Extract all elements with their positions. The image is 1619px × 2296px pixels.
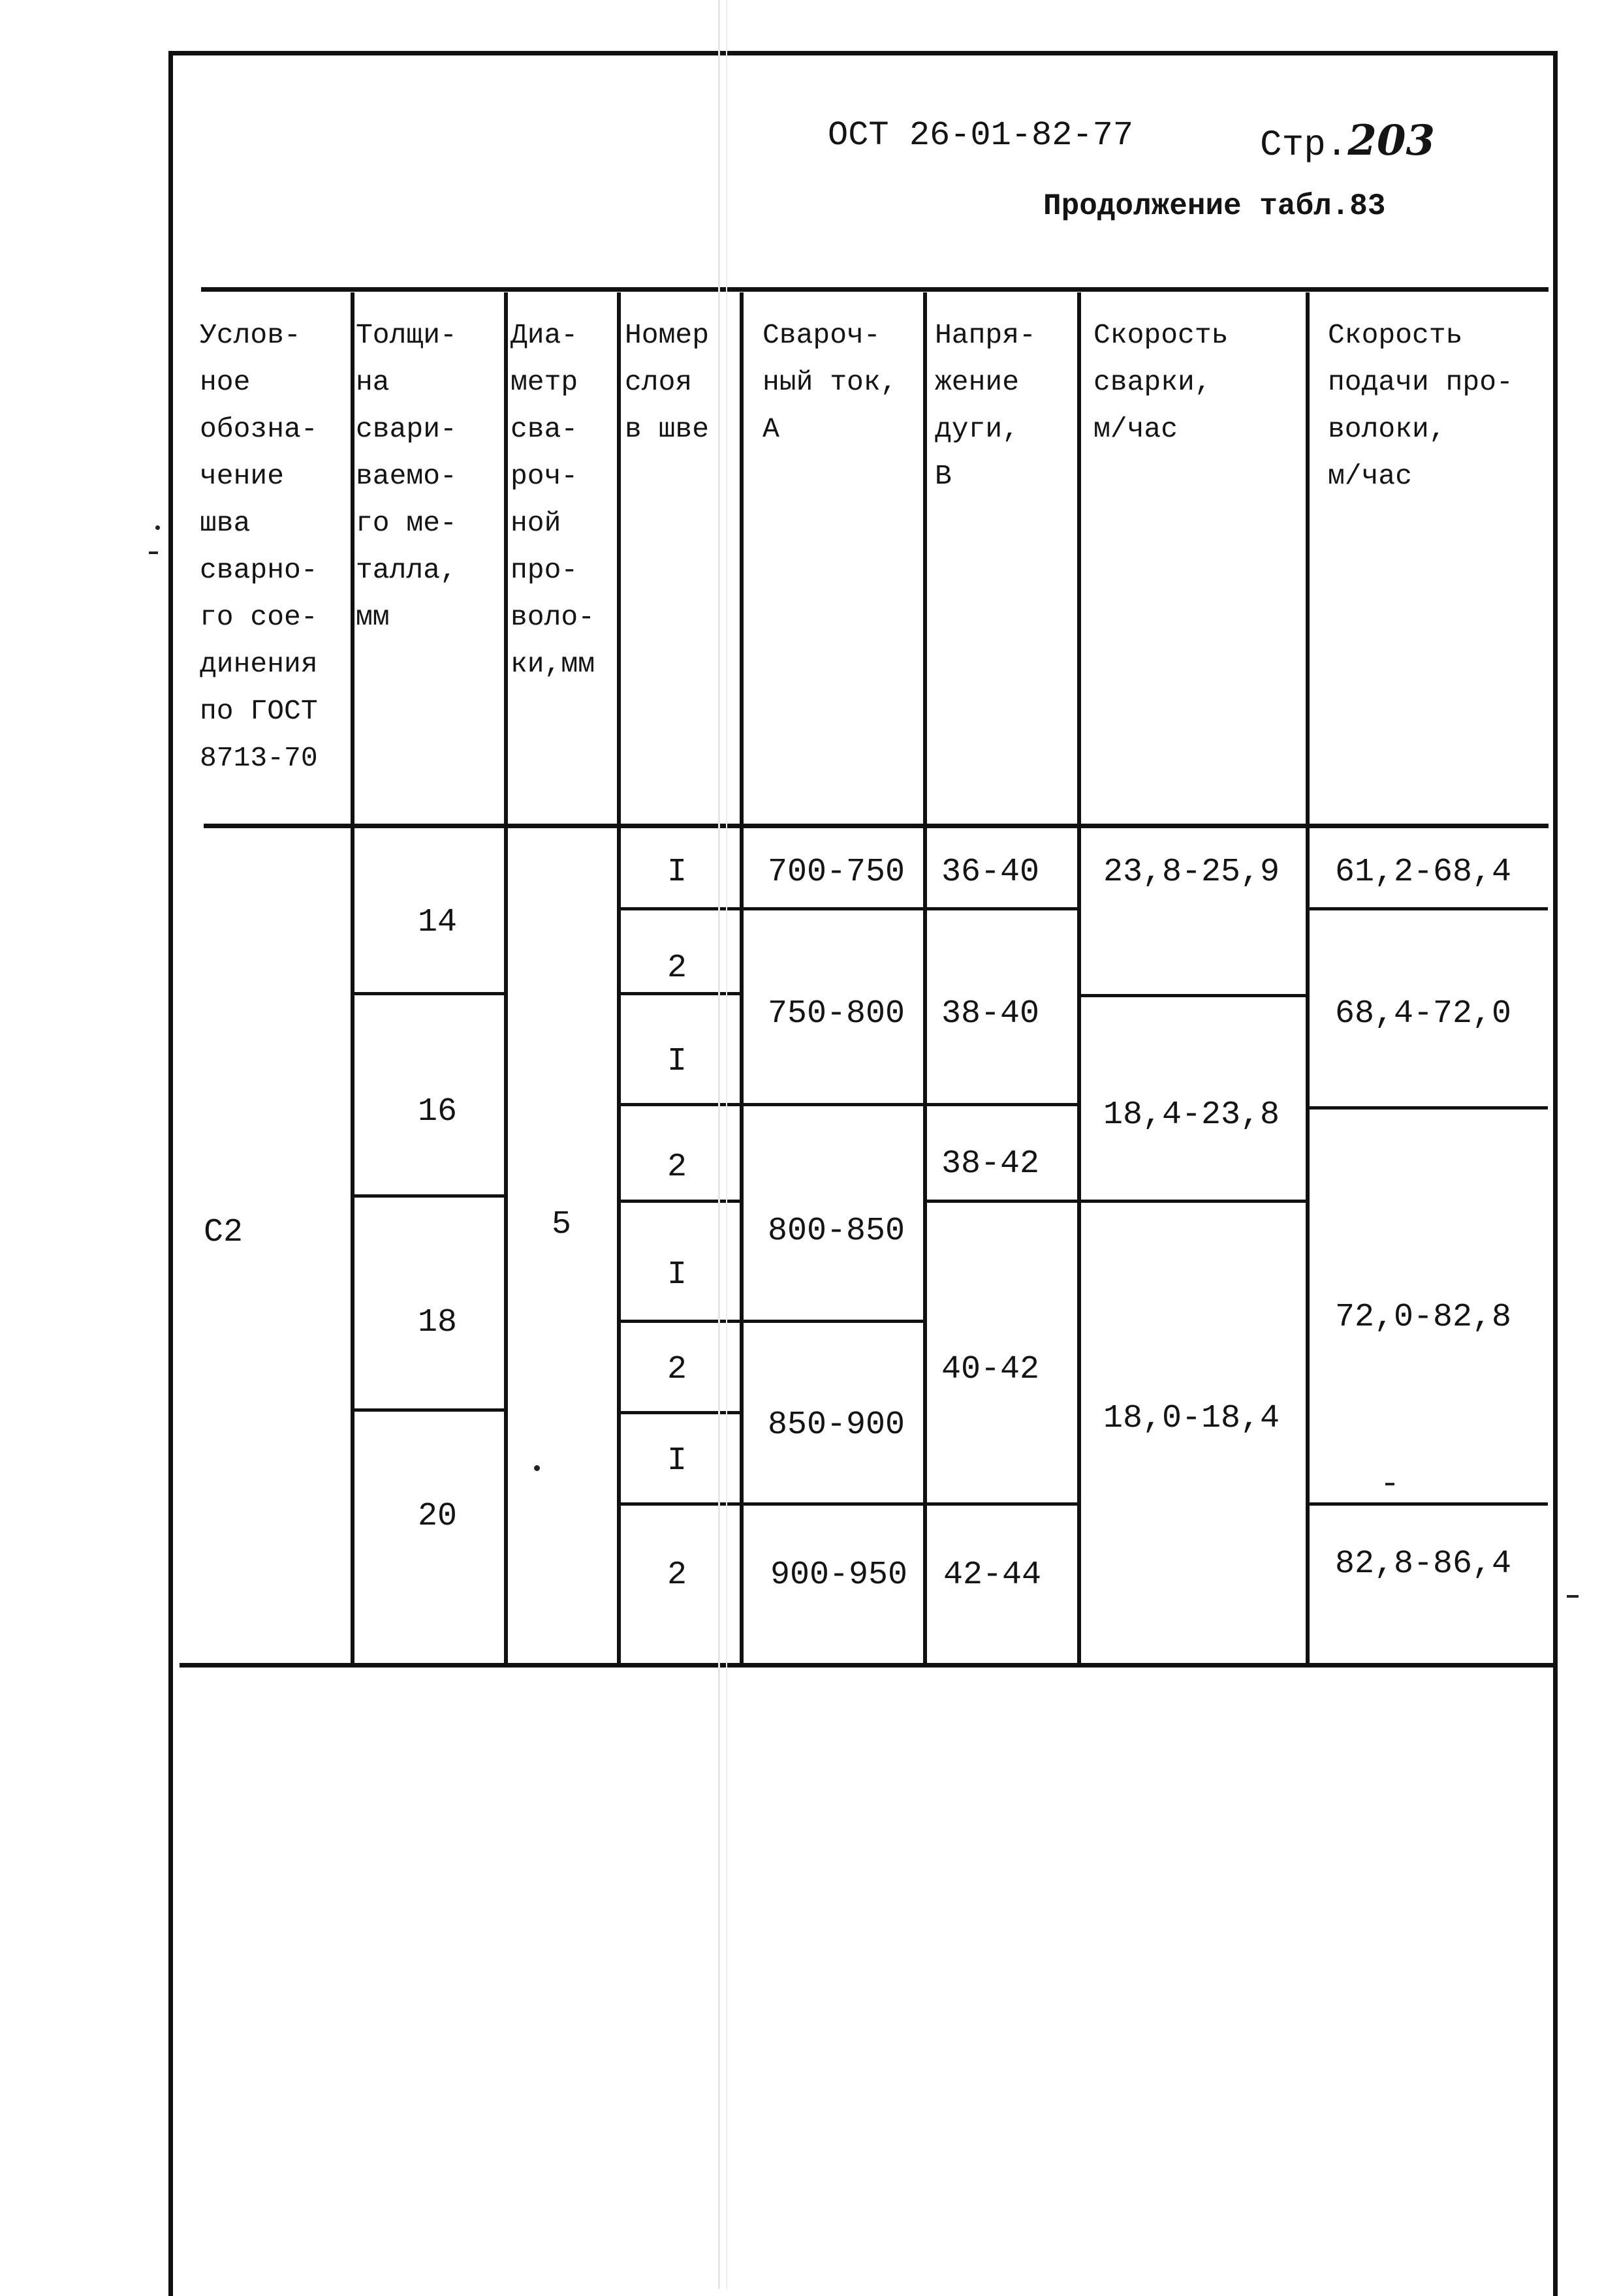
column-header-wire-feed-speed: Скорость подачи про- волоки, м/час — [1328, 319, 1513, 492]
column-header-thickness: Толщи- на свари- ваемо- го ме- талла, мм — [356, 319, 457, 633]
column-header-wire-diameter: Диа- метр сва- роч- ной про- воло- ки,мм — [511, 319, 595, 680]
thickness-cell: 20 — [418, 1498, 458, 1535]
table-continuation-note: Продолжение табл.83 — [1043, 189, 1386, 223]
current-cell: 750-800 — [768, 995, 905, 1032]
layer-cell: I — [667, 854, 687, 891]
layer-cell: I — [667, 1043, 687, 1080]
layer-cell: I — [667, 1442, 687, 1480]
current-cell: 700-750 — [768, 854, 905, 891]
thickness-cell: 16 — [418, 1093, 458, 1130]
feed-speed-cell: 82,8-86,4 — [1335, 1545, 1512, 1583]
layer-cell: 2 — [667, 1149, 687, 1186]
feed-speed-cell: 61,2-68,4 — [1335, 854, 1512, 891]
column-header-layer-number: Номер слоя в шве — [625, 319, 710, 445]
layer-cell: 2 — [667, 950, 687, 987]
column-header-arc-voltage: Напря- жение дуги, В — [935, 319, 1036, 492]
page-reference — [1260, 116, 1435, 166]
voltage-cell: 40-42 — [941, 1351, 1040, 1388]
layer-cell: I — [667, 1256, 687, 1294]
voltage-cell: 42-44 — [943, 1557, 1042, 1594]
voltage-cell: 36-40 — [941, 854, 1040, 891]
feed-speed-cell: 72,0-82,8 — [1335, 1299, 1512, 1336]
page-label: Стр. — [1260, 124, 1348, 166]
column-header-welding-speed: Скорость сварки, м/час — [1093, 319, 1229, 445]
welding-speed-cell: 18,4-23,8 — [1103, 1096, 1280, 1134]
voltage-cell: 38-40 — [941, 995, 1040, 1032]
feed-speed-cell: 68,4-72,0 — [1335, 995, 1512, 1032]
page-number: 203 — [1347, 116, 1436, 165]
voltage-cell: 38-42 — [941, 1145, 1040, 1183]
document-code: ОСТ 26-01-82-77 — [828, 116, 1134, 155]
column-header-welding-current: Свароч- ный ток, А — [762, 319, 898, 445]
welding-speed-cell: 18,0-18,4 — [1103, 1400, 1280, 1437]
seam-designation-cell: С2 — [204, 1214, 244, 1251]
column-header-seam: Услов- ное обозна- чение шва сварно- го сое- динения по ГОСТ 8713-70 — [200, 319, 318, 774]
current-cell: 850-900 — [768, 1406, 905, 1444]
layer-cell: 2 — [667, 1557, 687, 1594]
welding-speed-cell: 23,8-25,9 — [1103, 854, 1280, 891]
layer-cell: 2 — [667, 1351, 687, 1388]
current-cell: 900-950 — [770, 1557, 908, 1594]
current-cell: 800-850 — [768, 1213, 905, 1250]
thickness-cell: 18 — [418, 1304, 458, 1341]
thickness-cell: 14 — [418, 904, 458, 941]
wire-diameter-cell: 5 — [552, 1206, 572, 1243]
